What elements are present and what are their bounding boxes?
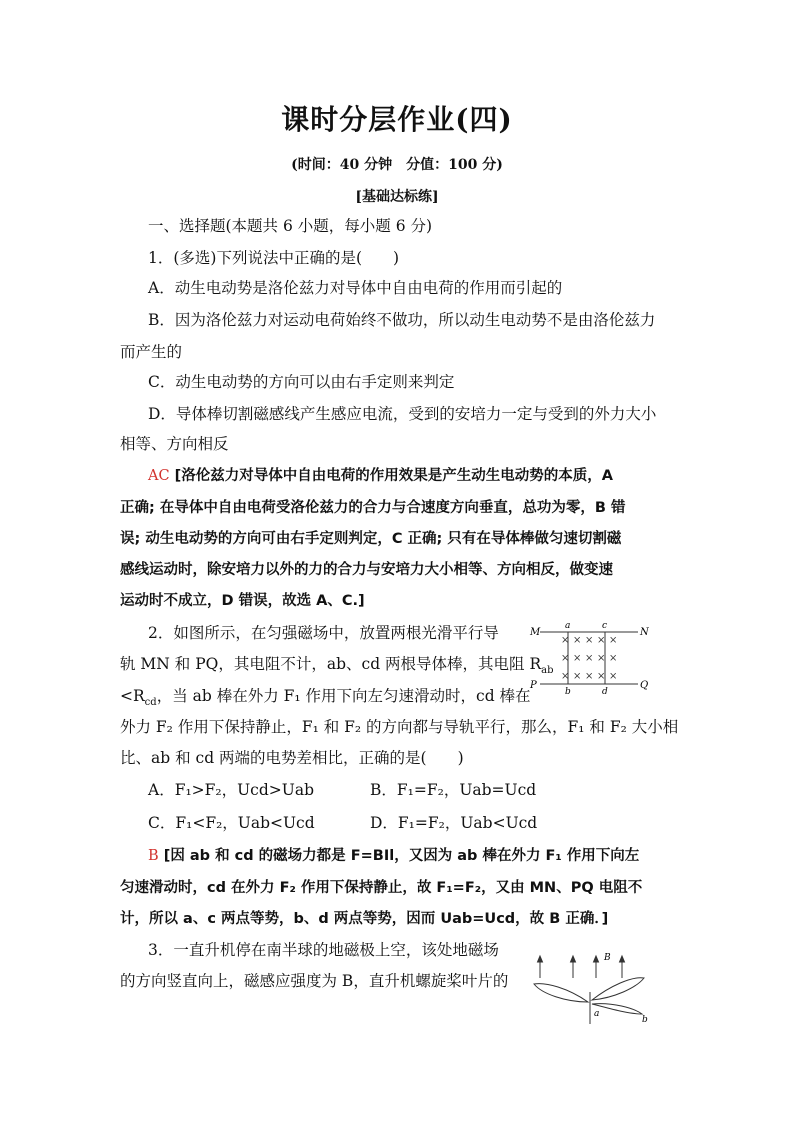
q2-stem-line4: 外力 F₂ 作用下保持静止，F₁ 和 F₂ 的方向都与导轨平行，那么，F₁ 和 F₂ 大小相 <box>120 718 679 736</box>
cross-mark: × <box>585 671 594 682</box>
q1-explanation <box>148 466 613 486</box>
label-p: P <box>530 680 537 691</box>
arrow-head <box>571 956 576 962</box>
rotor-blade-lower <box>592 1004 642 1014</box>
q2-stem-line3-a: <R <box>120 687 145 705</box>
label-n: N <box>640 627 649 638</box>
q1-exp-line1: [洛伦兹力对导体中自由电荷的作用效果是产生动生电动势的本质，A <box>174 468 613 484</box>
q2-stem-line2-text: 轨 MN 和 PQ，其电阻不计，ab、cd 两根导体棒，其电阻 R <box>120 655 542 673</box>
q2-stem-line3 <box>120 686 531 713</box>
label-a: a <box>594 1009 600 1019</box>
label-d: d <box>602 687 608 697</box>
q2-exp-line3: 计，所以 a、c 两点等势，b、d 两点等势，因而 Uab=Ucd，故 B 正确．] <box>120 911 609 927</box>
q1-exp-line2: 正确; 在导体中自由电荷受洛伦兹力的合力与合速度方向垂直，总功为零，B 错 <box>120 500 626 516</box>
rotor-diagram <box>528 944 656 1026</box>
arrow-head <box>594 956 599 962</box>
label-b: b <box>642 1015 648 1025</box>
rails-diagram <box>528 618 658 698</box>
cross-mark: × <box>597 653 606 664</box>
q2-stem-line2 <box>120 654 554 681</box>
magnetic-field-crosses <box>561 635 617 682</box>
cross-mark: × <box>573 653 582 664</box>
q2-option-a: A．F₁>F₂，Ucd>Uab <box>148 781 314 799</box>
q2-sub-ab: ab <box>541 665 554 677</box>
label-b: b <box>565 687 571 697</box>
rotor-blade-right <box>592 978 644 1000</box>
q1-exp-line5: 运动时不成立，D 错误，故选 A、C.] <box>120 593 365 609</box>
q2-option-c: C．F₁<F₂，Uab<Ucd <box>148 814 315 832</box>
q1-option-a: A．动生电动势是洛伦兹力对导体中自由电荷的作用而引起的 <box>148 279 563 297</box>
cross-mark: × <box>573 635 582 646</box>
q2-option-d: D．F₁=F₂，Uab<Ucd <box>370 814 538 832</box>
cross-mark: × <box>573 671 582 682</box>
arrow-head <box>538 956 543 962</box>
arrow-head <box>620 956 625 962</box>
cross-mark: × <box>597 635 606 646</box>
cross-mark: × <box>561 671 570 682</box>
cross-mark: × <box>597 671 606 682</box>
label-q: Q <box>640 680 649 691</box>
q3-stem-line1: 3．一直升机停在南半球的地磁极上空，该处地磁场 <box>148 941 499 959</box>
label-c: c <box>602 621 608 631</box>
q1-exp-line4: 感线运动时，除安培力以外的力的合力与安培力大小相等、方向相反，做变速 <box>120 562 613 578</box>
label-m: M <box>530 627 541 638</box>
q1-stem: 1．(多选)下列说法中正确的是( ) <box>148 249 400 267</box>
section-heading: 一、选择题(本题共 6 小题，每小题 6 分) <box>148 217 433 235</box>
cross-mark: × <box>561 653 570 664</box>
page-title: 课时分层作业(四) <box>281 103 513 136</box>
q2-exp-line2: 匀速滑动时，cd 在外力 F₂ 作用下保持静止，故 F₁=F₂，又由 MN、PQ 电阻不 <box>120 880 643 896</box>
q3-stem-line2: 的方向竖直向上，磁感应强度为 B，直升机螺旋桨叶片的 <box>120 972 509 990</box>
q1-exp-line3: 误; 动生电动势的方向可由右手定则判定，C 正确; 只有在导体棒做匀速切割磁 <box>120 531 622 547</box>
rotor-blade-left <box>534 984 588 1002</box>
cross-mark: × <box>585 653 594 664</box>
cross-mark: × <box>609 653 618 664</box>
cross-mark: × <box>561 635 570 646</box>
cross-mark: × <box>609 671 618 682</box>
q2-exp-line1: [因 ab 和 cd 的磁场力都是 F=BIl，又因为 ab 棒在外力 F₁ 作用下向左 <box>163 848 640 864</box>
q1-option-b-cont: 而产生的 <box>120 343 183 361</box>
q1-option-d: D．导体棒切割磁感线产生感应电流，受到的安培力一定与受到的外力大小 <box>148 405 657 423</box>
q1-option-b: B．因为洛伦兹力对运动电荷始终不做功，所以动生电动势不是由洛伦兹力 <box>148 311 656 329</box>
q2-explanation <box>148 846 639 866</box>
time-score-line: (时间：40 分钟 分值：100 分) <box>291 157 503 173</box>
q1-option-d-cont: 相等、方向相反 <box>120 435 229 453</box>
q2-stem-line5: 比、ab 和 cd 两端的电势差相比，正确的是( ) <box>120 749 464 767</box>
q2-stem-line1: 2．如图所示，在匀强磁场中，放置两根光滑平行导 <box>148 624 499 642</box>
section-label: [基础达标练] <box>355 189 439 205</box>
q2-answer: B <box>148 848 159 864</box>
q1-option-c: C．动生电动势的方向可以由右手定则来判定 <box>148 373 455 391</box>
cross-mark: × <box>585 635 594 646</box>
label-a: a <box>565 621 571 631</box>
label-field-b: B <box>604 953 611 963</box>
q2-option-b: B．F₁=F₂，Uab=Ucd <box>370 781 537 799</box>
q2-stem-line3-b: ，当 ab 棒在外力 F₁ 作用下向左匀速滑动时，cd 棒在 <box>156 687 531 705</box>
cross-mark: × <box>609 635 618 646</box>
q1-answer: AC <box>148 468 170 484</box>
q2-sub-cd: cd <box>144 697 157 709</box>
